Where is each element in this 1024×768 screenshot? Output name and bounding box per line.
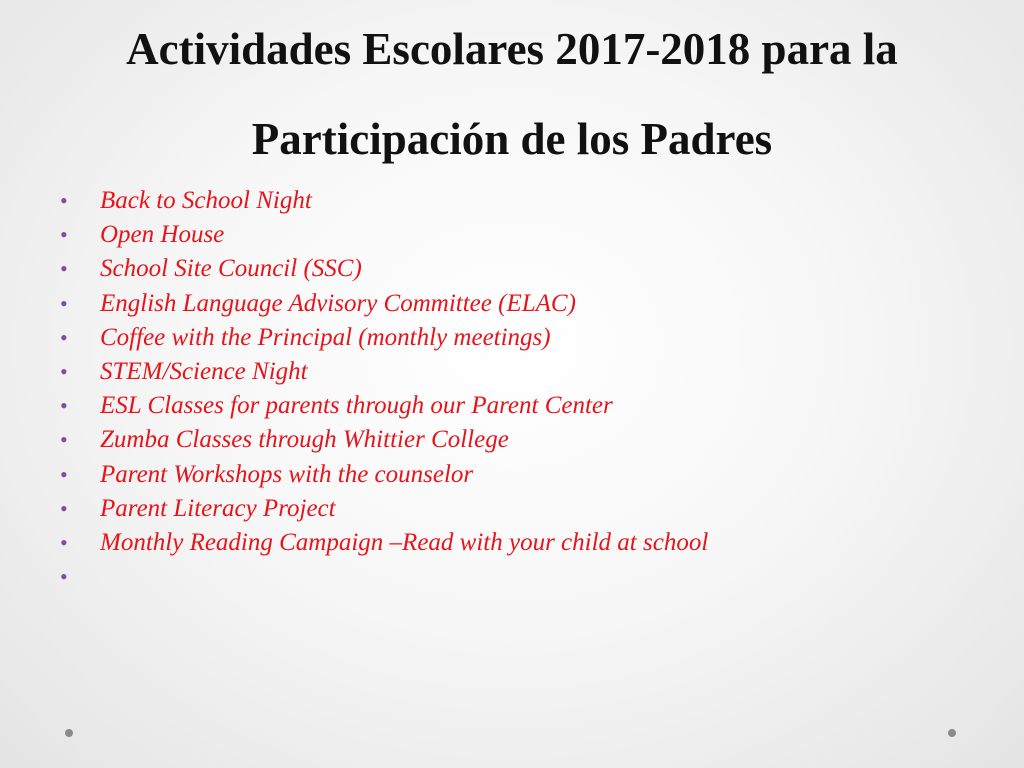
bullet-icon: • (60, 529, 68, 555)
list-item (60, 184, 960, 218)
list-item-text: Back to School Night (100, 187, 312, 214)
list-item-text: Open House (100, 221, 225, 249)
slide-title (0, 4, 1024, 184)
list-item (60, 526, 960, 560)
bullet-icon: • (60, 427, 68, 453)
bullet-icon: • (60, 324, 68, 350)
list-item-text: Coffee with the Principal (monthly meetings) (100, 323, 551, 351)
slide-title-line-1: Actividades Escolares 2017-2018 para la (126, 24, 898, 74)
bullet-icon: • (60, 222, 68, 248)
list-item (60, 389, 960, 423)
list-item (60, 355, 960, 389)
bullet-icon: • (60, 495, 68, 521)
list-item-text: Parent Workshops with the counselor (100, 460, 474, 488)
list-item-text: English Language Advisory Committee (ELAC) (100, 289, 576, 317)
list-item (60, 218, 960, 252)
list-item (60, 492, 960, 526)
bullet-icon: • (60, 393, 68, 419)
bullet-icon: • (60, 564, 68, 590)
corner-dot-icon (948, 729, 956, 737)
list-item (60, 287, 960, 321)
bullet-icon: • (60, 256, 68, 282)
list-item-text: Monthly Reading Campaign –Read with your child at school (100, 528, 709, 556)
activity-list (60, 184, 960, 594)
list-item (60, 423, 960, 457)
bullet-icon: • (60, 461, 68, 487)
list-item-text: Zumba Classes through Whittier College (100, 426, 509, 454)
list-item-text: ESL Classes for parents through our Parent Center (100, 392, 613, 420)
list-item (60, 321, 960, 355)
list-item (60, 458, 960, 492)
bullet-icon: • (60, 358, 68, 384)
list-item-text: Parent Literacy Project (100, 494, 336, 522)
bullet-icon: • (60, 188, 68, 213)
list-item (60, 560, 960, 594)
list-item (60, 252, 960, 286)
slide-title-line-2: Participación de los Padres (251, 114, 773, 164)
bullet-icon: • (60, 290, 68, 316)
corner-dot-icon (65, 729, 73, 737)
list-item-text: School Site Council (SSC) (100, 255, 362, 283)
list-item-text: STEM/Science Night (100, 357, 308, 385)
